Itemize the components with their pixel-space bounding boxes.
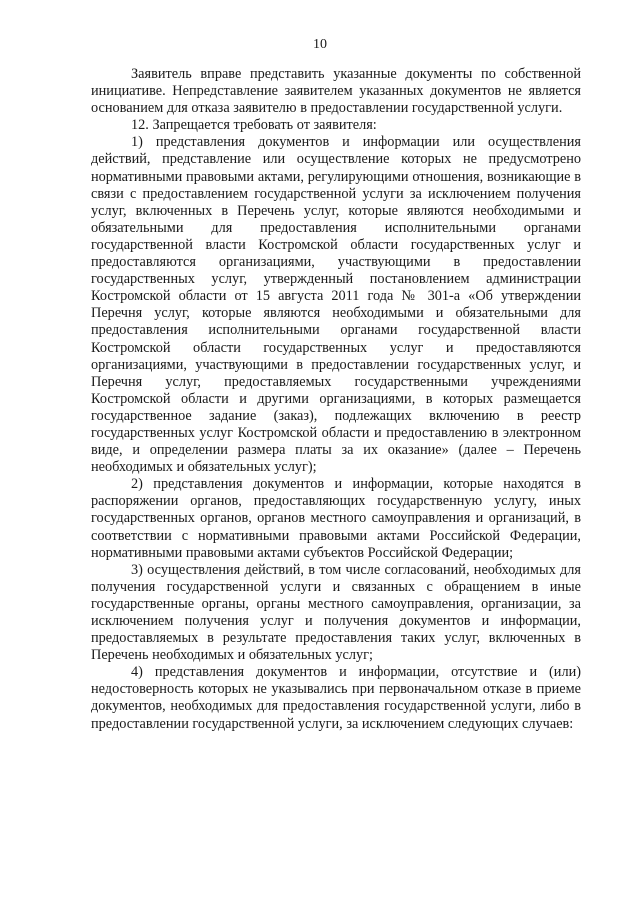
page-number: 10 [313, 37, 327, 52]
paragraph-item-1: 1) представления документов и информации или осуществления действий, представление или осуществление которых не предусмотрено нормативными правовыми актами, регулирующими отношения, возникающие в связи с предоставлением государственной услуги за исключением получения услуг, включенных в Перечень услуг, которые являются необходимыми и обязательными для предоставления исполнительными органами государственной власти Костромской области государственных услуг и предоставляются организациями, участвующими в предоставлении государственных услуг, утвержденный постановлением администрации Костромской области от 15 августа 2011 года № 301-а «Об утверждении Перечня услуг, которые являются необходимыми и обязательными для предоставления исполнительными органами государственной власти Костромской области государственных услуг и предоставляются организациями, участвующими в предоставлении государственных услуг, и Перечня услуг, предоставляемых государственными учреждениями Костромской области и другими организациями, в которых размещается государственное задание (заказ), подлежащих включению в реестр государственных услуг Костромской области и предоставлению в электронном виде, и определении размера платы за их оказание» (далее – Перечень необходимых и обязательных услуг); [91, 134, 581, 476]
paragraph-item-4: 4) представления документов и информации, отсутствие и (или) недостоверность которых не указывались при первоначальном отказе в приеме документов, необходимых для предоставления государственной услуги, либо в предоставлении государственной услуги, за исключением следующих случаев: [91, 664, 581, 732]
document-body [91, 66, 581, 733]
paragraph-applicant-right: Заявитель вправе представить указанные документы по собственной инициативе. Непредставление заявителем указанных документов не является основанием для отказа заявителю в предоставлении государственной услуги. [91, 66, 581, 117]
paragraph-item-2: 2) представления документов и информации, которые находятся в распоряжении органов, предоставляющих государственную услугу, иных государственных органов, органов местного самоуправления и организаций, в соответствии с нормативными правовыми актами Российской Федерации, нормативными правовыми актами субъектов Российской Федерации; [91, 476, 581, 561]
paragraph-section-12-heading: 12. Запрещается требовать от заявителя: [131, 117, 377, 134]
paragraph-item-3: 3) осуществления действий, в том числе согласований, необходимых для получения государственной услуги и связанных с обращением в иные государственные органы, органы местного самоуправления, организации, за исключением получения услуг и получения документов и информации, предоставляемых в результате предоставления таких услуг, включенных в Перечень необходимых и обязательных услуг; [91, 561, 581, 664]
